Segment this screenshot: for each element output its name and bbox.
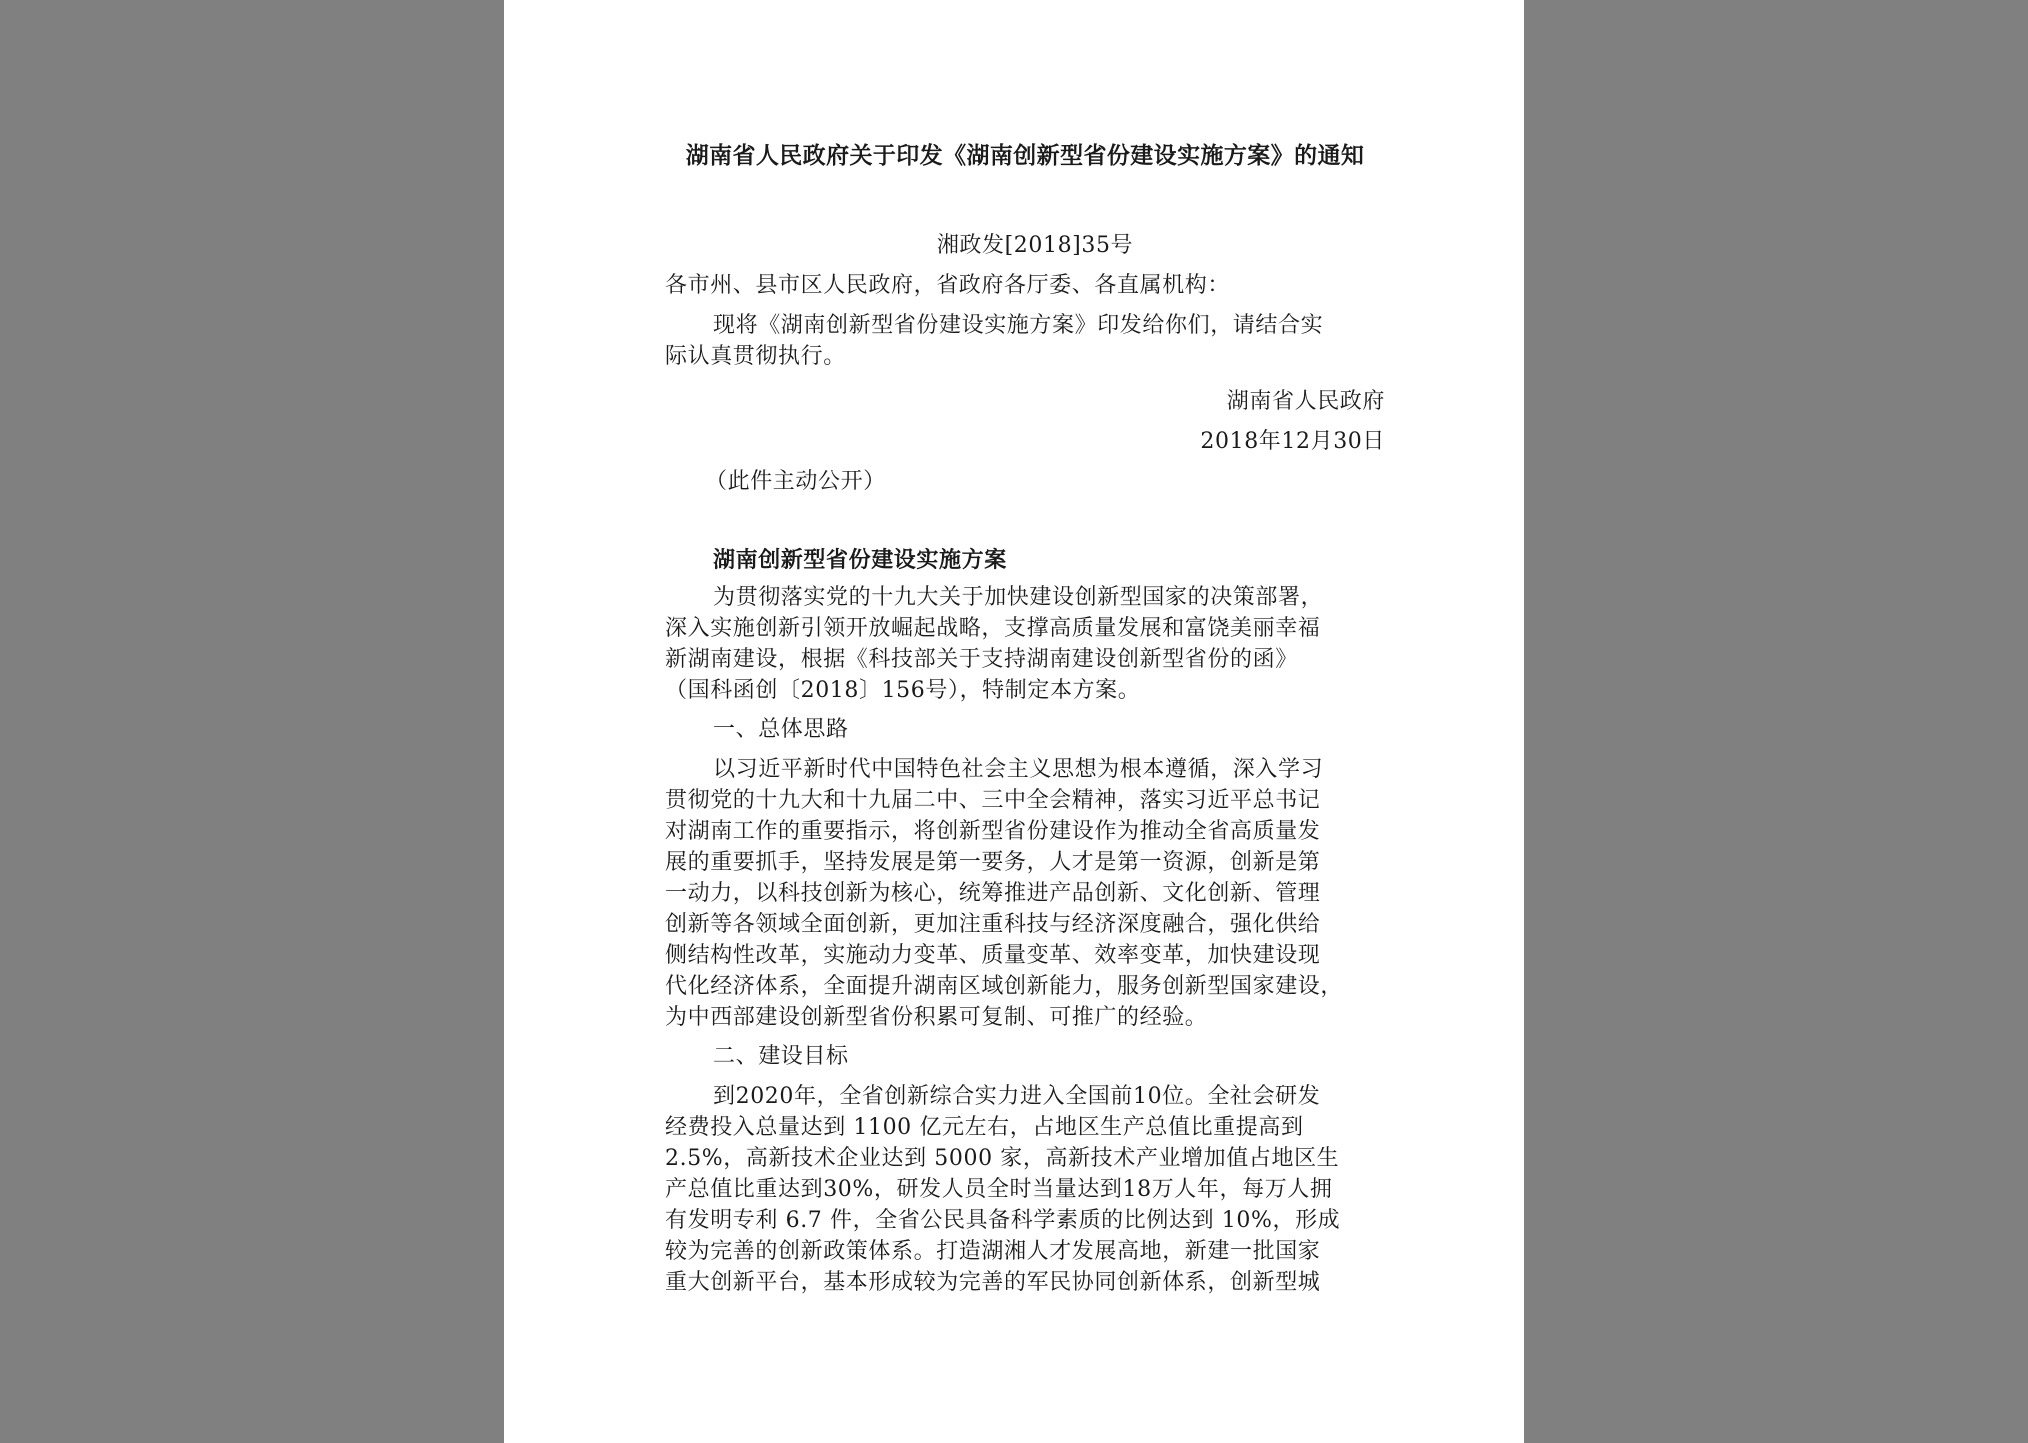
section1-line: 对湖南工作的重要指示，将创新型省份建设作为推动全省高质量发 [665, 819, 1321, 844]
section1-line: 为中西部建设创新型省份积累可复制、可推广的经验。 [665, 1005, 1208, 1030]
section1-line: 代化经济体系，全面提升湖南区域创新能力，服务创新型国家建设， [665, 974, 1344, 999]
section2-line: 重大创新平台，基本形成较为完善的军民协同创新体系，创新型城 [665, 1270, 1321, 1295]
preamble-paragraph [665, 582, 1385, 706]
section1-line: 展的重要抓手，坚持发展是第一要务，人才是第一资源，创新是第 [665, 850, 1321, 875]
preamble-line: （国科函创〔2018〕156号），特制定本方案。 [665, 678, 1141, 703]
publicity-note: （此件主动公开） [705, 469, 886, 494]
page-content [665, 140, 1385, 1298]
section1-line: 侧结构性改革，实施动力变革、质量变革、效率变革，加快建设现 [665, 943, 1321, 968]
plan-title: 湖南创新型省份建设实施方案 [713, 547, 1007, 573]
section2-line: 有发明专利 6.7 件，全省公民具备科学素质的比例达到 10%，形成 [665, 1208, 1341, 1233]
preamble-line: 新湖南建设，根据《科技部关于支持湖南建设创新型省份的函》 [665, 647, 1298, 672]
intro-paragraph [665, 310, 1385, 372]
section1-heading: 一、总体思路 [713, 717, 849, 742]
section2-line: 到2020年，全省创新综合实力进入全国前10位。全社会研发 [713, 1084, 1321, 1109]
section2-line: 经费投入总量达到 1100 亿元左右，占地区生产总值比重提高到 [665, 1115, 1304, 1140]
section2-heading: 二、建设目标 [713, 1044, 849, 1069]
section1-line: 以习近平新时代中国特色社会主义思想为根本遵循，深入学习 [713, 757, 1324, 782]
preamble-line: 为贯彻落实党的十九大关于加快建设创新型国家的决策部署， [713, 585, 1324, 610]
doc-number: 湘政发[2018]35号 [936, 233, 1134, 258]
preamble-line: 深入实施创新引领开放崛起战略，支撑高质量发展和富饶美丽幸福 [665, 616, 1321, 641]
section2-paragraph [665, 1081, 1385, 1298]
issuer: 湖南省人民政府 [1226, 389, 1385, 414]
section1-line: 一动力，以科技创新为核心，统筹推进产品创新、文化创新、管理 [665, 881, 1321, 906]
intro-line: 际认真贯彻执行。 [665, 344, 846, 369]
issue-date: 2018年12月30日 [1200, 429, 1385, 454]
section2-line: 2.5%，高新技术企业达到 5000 家，高新技术产业增加值占地区生 [665, 1146, 1340, 1171]
section1-line: 贯彻党的十九大和十九届二中、三中全会精神，落实习近平总书记 [665, 788, 1321, 813]
document-title: 湖南省人民政府关于印发《湖南创新型省份建设实施方案》的通知 [685, 142, 1365, 169]
document-page [504, 0, 1524, 1443]
addressee: 各市州、县市区人民政府，省政府各厅委、各直属机构： [665, 273, 1231, 298]
section1-paragraph [665, 754, 1385, 1033]
section2-line: 较为完善的创新政策体系。打造湖湘人才发展高地，新建一批国家 [665, 1239, 1321, 1264]
section2-line: 产总值比重达到30%，研发人员全时当量达到18万人年，每万人拥 [665, 1177, 1333, 1202]
intro-line: 现将《湖南创新型省份建设实施方案》印发给你们，请结合实 [713, 313, 1324, 338]
section1-line: 创新等各领域全面创新，更加注重科技与经济深度融合，强化供给 [665, 912, 1321, 937]
